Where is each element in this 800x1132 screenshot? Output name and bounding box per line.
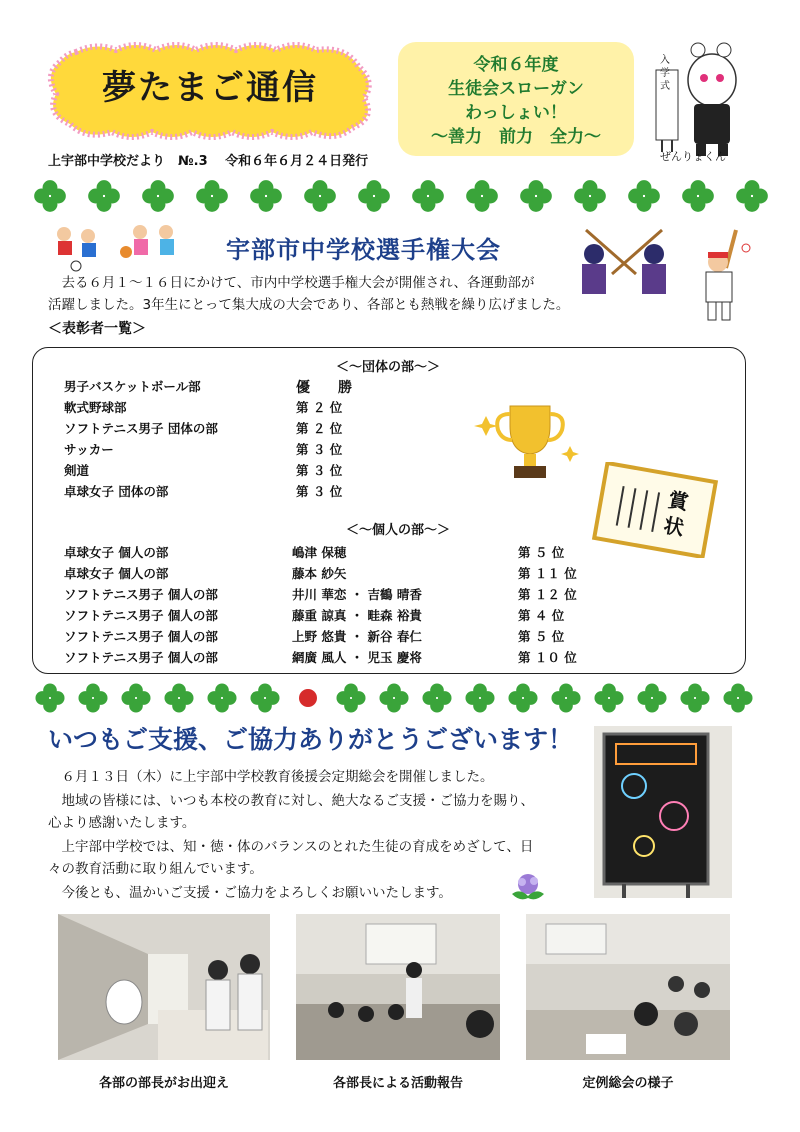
slogan-sub: 〜善力 前力 全力〜 [431, 127, 601, 147]
section2-paragraph-6: 今後とも、温かいご支援・ご協力をよろしくお願いいたします。 [48, 885, 452, 901]
clover-icon [465, 683, 494, 712]
individual-name: 上野 悠貴 ・ 新谷 春仁 [292, 629, 422, 644]
blackboard-photo [594, 726, 732, 898]
slogan-main: わっしょい！ [465, 103, 567, 123]
section2-paragraph-2: 地域の皆様には、いつも本校の教育に対し、絶大なるご支援・ご協力を賜り、 [48, 793, 534, 809]
individual-name: 井川 華恋 ・ 吉鶴 晴香 [292, 587, 422, 602]
clover-icon [142, 180, 174, 212]
clover-icon [336, 683, 365, 712]
team-result: 第 ３ 位 [296, 442, 343, 457]
individual-name: 嶋津 保穂 [292, 545, 347, 560]
clover-icon [682, 180, 714, 212]
individual-result: 第 １２ 位 [518, 587, 577, 602]
clover-icon [551, 683, 580, 712]
individual-name: 藤本 紗矢 [292, 566, 347, 581]
clover-divider-top [30, 178, 770, 214]
team-club: ソフトテニス男子 団体の部 [64, 421, 218, 436]
individual-result: 第 ５ 位 [518, 629, 565, 644]
individual-result: 第 ５ 位 [518, 545, 565, 560]
individual-club: ソフトテニス男子 個人の部 [64, 587, 218, 602]
mascot-name: ぜんりょくん [660, 150, 726, 163]
clover-icon [637, 683, 666, 712]
slogan-year: 令和６年度 [473, 55, 559, 75]
individual-result: 第 １１ 位 [518, 566, 577, 581]
section2-paragraph-4: 上宇部中学校では、知・徳・体のバランスのとれた生徒の育成をめざして、日 [48, 839, 534, 855]
section2-paragraph-1: ６月１３日（木）に上宇部中学校教育後援会定期総会を開催しました。 [48, 769, 494, 785]
clover-icon [594, 683, 623, 712]
team-heading: ＜～団体の部～＞ [336, 360, 441, 375]
hydrangea-illustration [504, 872, 552, 904]
team-club: 卓球女子 団体の部 [64, 484, 169, 499]
clover-icon [422, 683, 451, 712]
clover-icon [35, 683, 64, 712]
clover-icon [520, 180, 552, 212]
individual-result: 第 １０ 位 [518, 650, 577, 665]
photo-activity-report [296, 914, 500, 1060]
clover-icon [250, 683, 279, 712]
team-result: 第 ３ 位 [296, 484, 343, 499]
section1-title: 宇部市中学校選手権大会 [226, 236, 501, 264]
clover-icon [250, 180, 282, 212]
team-club: サッカー [64, 442, 114, 457]
individual-name: 網廣 風人 ・ 児玉 慶将 [292, 650, 422, 665]
team-club: 男子バスケットボール部 [64, 379, 201, 394]
awards-list-heading: ＜表彰者一覧＞ [48, 321, 146, 337]
clover-icon [628, 180, 660, 212]
mascot-sign-text: 入学式 [660, 55, 670, 92]
clover-icon [379, 683, 408, 712]
slogan-label: 生徒会スローガン [448, 79, 584, 99]
section2-paragraph-5: 々の教育活動に取り組んでいます。 [48, 861, 263, 877]
slogan-box [398, 42, 634, 156]
ladybug-icon [299, 689, 317, 707]
individual-heading: ＜～個人の部～＞ [346, 523, 451, 538]
clover-icon [723, 683, 752, 712]
clover-icon [466, 180, 498, 212]
kendo-illustration [566, 224, 682, 302]
clover-icon [34, 180, 66, 212]
team-result: 第 ３ 位 [296, 463, 343, 478]
clover-icon [412, 180, 444, 212]
trophy-illustration [470, 396, 590, 492]
photo-caption-greeting: 各部の部長がお出迎え [98, 1076, 229, 1091]
sports-kids-illustration [48, 222, 188, 274]
clover-icon [304, 180, 336, 212]
clover-icon [358, 180, 390, 212]
individual-name: 藤重 諒真 ・ 畦森 裕貴 [292, 608, 422, 623]
photo-caption-general-meeting: 定例総会の様子 [582, 1076, 674, 1091]
clover-icon [736, 180, 768, 212]
photo-general-meeting [526, 914, 730, 1060]
team-club: 剣道 [64, 463, 90, 478]
photo-caption-activity-report: 各部長による活動報告 [332, 1076, 463, 1091]
section2-title: いつもご支援、ご協力ありがとうございます！ [48, 725, 574, 754]
team-club: 軟式野球部 [64, 400, 127, 415]
clover-icon [196, 180, 228, 212]
section2-paragraph-3: 心より感謝いたします。 [48, 815, 196, 831]
clover-icon [164, 683, 193, 712]
photo-greeting [58, 914, 270, 1060]
individual-club: 卓球女子 個人の部 [64, 545, 169, 560]
clover-icon [508, 683, 537, 712]
clover-icon [680, 683, 709, 712]
clover-icon [574, 180, 606, 212]
clover-icon [207, 683, 236, 712]
individual-club: 卓球女子 個人の部 [64, 566, 169, 581]
baseball-player-illustration [696, 228, 752, 324]
certificate-illustration [590, 462, 720, 558]
clover-icon [78, 683, 107, 712]
team-result: 第 ２ 位 [296, 421, 343, 436]
section1-paragraph-1: 去る６月１～１６日にかけて、市内中学校選手権大会が開催され、各運動部が [48, 275, 535, 291]
clover-divider-middle [30, 680, 770, 716]
individual-club: ソフトテニス男子 個人の部 [64, 608, 218, 623]
certificate-text: 賞状 [661, 487, 691, 541]
section1-paragraph-2: 活躍しました。3年生にとって集大成の大会であり、各部とも熱戦を繰り広げました。 [48, 297, 570, 313]
individual-club: ソフトテニス男子 個人の部 [64, 629, 218, 644]
team-result: 優 勝 [296, 380, 352, 396]
newsletter-title: 夢たまご通信 [102, 68, 318, 108]
clover-icon [121, 683, 150, 712]
issue-info: 上宇部中学校だより №.3 令和６年６月２４日発行 [48, 154, 369, 169]
individual-club: ソフトテニス男子 個人の部 [64, 650, 218, 665]
clover-icon [88, 180, 120, 212]
team-result: 第 ２ 位 [296, 400, 343, 415]
individual-result: 第 ４ 位 [518, 608, 565, 623]
